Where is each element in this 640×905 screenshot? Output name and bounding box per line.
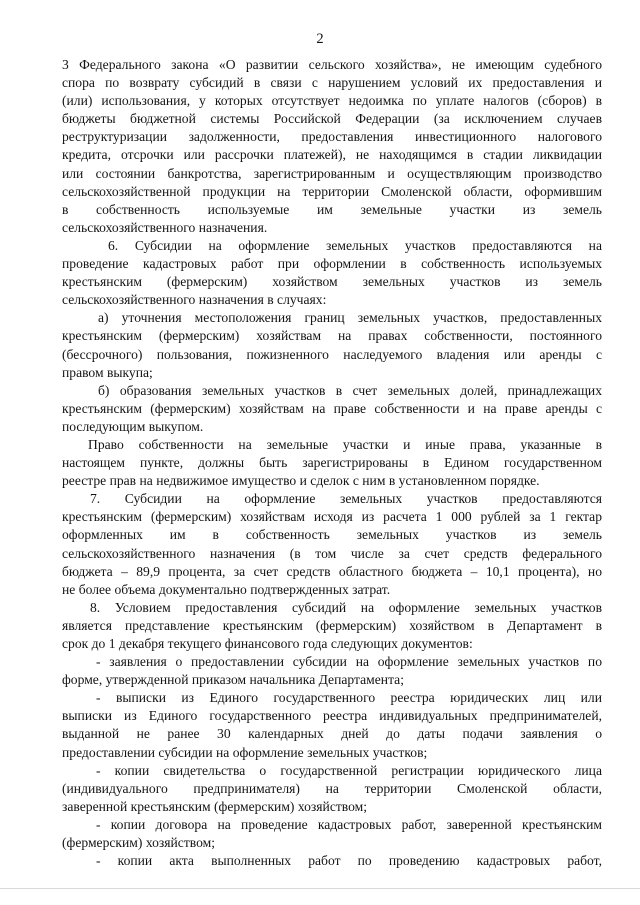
text-line: реестре прав на недвижимое имущество и сделок с ним в установленном порядке. [62,473,540,489]
text-line: крестьянским (фермерским) хозяйствам на правах собственности, постоянного [62,328,602,344]
text-line: бюджета – 89,9 процента, за счет средств областного бюджета – 10,1 процента), но [62,563,602,579]
paragraph-item-8 [62,599,602,653]
text-line: или состоянии банкротства, зарегистрированным и осуществляющим производство [62,165,602,181]
text-line: предоставлении субсидии на оформление земельных участков; [62,744,428,760]
text-line: (фермерским) хозяйством; [62,835,216,851]
text-line: выданной не ранее 30 календарных дней до даты подачи заявления о [62,726,602,742]
page-bottom-edge [0,888,640,889]
paragraph-item-7 [62,490,602,599]
text-line: спора по возврату субсидий в связи с нарушением условий их предоставления и [62,75,602,91]
text-line: - копии свидетельства о государственной регистрации юридического лица [96,762,602,778]
text-line: оформленных им в собственность земельных участков из земель [62,527,602,543]
text-line: крестьянским (фермерским) хозяйствам на праве собственности и на праве аренды с [62,400,602,416]
text-line: - копии акта выполненных работ по проведению кадастровых работ, [96,853,602,869]
text-line: крестьянским (фермерским) хозяйством земельных участков из земель [62,274,602,290]
text-line: в собственность используемые им земельные участки из земель [62,201,602,217]
text-line: сельскохозяйственного назначения в случаях: [62,292,327,308]
text-line: последующим выкупом. [62,418,204,434]
paragraph-item-6 [62,237,602,309]
text-line: бюджеты бюджетной системы Российской Федерации (за исключением случаев [62,111,602,127]
text-line: проведение кадастровых работ при оформлении в собственность используемых [62,256,602,272]
text-line: кредита, отсрочки или рассрочки платежей), не находящимся в стадии ликвидации [62,147,602,163]
text-line: 8. Условием предоставления субсидий на оформление земельных участков [90,599,602,615]
text-line: а) уточнения местоположения границ земельных участков, предоставленных [98,310,602,326]
text-line: не более объема документально подтвержденных затрат. [62,581,391,597]
text-line: срок до 1 декабря текущего финансового года следующих документов: [62,636,473,651]
text-line: форме, утвержденной приказом начальника Департамента; [62,672,404,688]
text-line: 3 Федерального закона «О развитии сельского хозяйства», не имеющим судебного [62,57,602,72]
text-line: правом выкупа; [62,364,153,380]
text-line: настоящем пункте, должны быть зарегистрированы в Едином государственном [62,455,602,471]
text-line: 6. Субсидии на оформление земельных участков предоставляются на [108,237,602,253]
text-line: Право собственности на земельные участки и иные права, указанные в [88,436,602,452]
text-line: крестьянским (фермерским) хозяйствам исходя из расчета 1 000 рублей за 1 гектар [62,509,602,525]
document-body [62,56,602,870]
text-line: сельскохозяйственного назначения. [62,219,268,235]
text-line: сельскохозяйственного назначения (в том числе за счет средств федерального [62,545,602,561]
list-item-completion-act [62,852,602,870]
text-line: выписки из Единого государственного реестра индивидуальных предпринимателей, [62,708,602,724]
list-item-application [62,653,602,689]
text-line: реструктуризации задолженности, предоставления инвестиционного налогового [62,129,602,145]
text-line: 7. Субсидии на оформление земельных участков предоставляются [90,491,602,507]
text-line: - выписки из Единого государственного реестра юридических лиц или [96,690,602,706]
text-line: (бессрочного) пользования, пожизненного наследуемого владения или аренды с [62,346,602,362]
text-line: - заявления о предоставлении субсидии на оформление земельных участков по [96,654,602,670]
text-line: (индивидуального предпринимателя) на территории Смоленской области, [62,780,602,796]
page-number: 2 [316,31,324,47]
paragraph-ownership-rights [62,436,602,490]
text-line: заверенной крестьянским (фермерским) хозяйством; [62,798,368,814]
list-item-cadastral-contract [62,816,602,852]
text-line: б) образования земельных участков в счет земельных долей, принадлежащих [98,382,602,398]
text-line: является представление крестьянским (фермерским) хозяйством в Департамент в [62,617,602,633]
paragraph-subitem-b [62,382,602,436]
paragraph-eligibility-continued [62,56,602,237]
text-line: - копии договора на проведение кадастровых работ, заверенной крестьянским [96,816,602,832]
text-line: сельскохозяйственной продукции на территории Смоленской области, оформившим [62,183,602,199]
paragraph-subitem-a [62,309,602,381]
list-item-registry-extract [62,689,602,761]
list-item-registration-certificate [62,762,602,816]
text-line: (или) использования, у которых отсутствует недоимка по уплате налогов (сборов) в [62,93,602,109]
